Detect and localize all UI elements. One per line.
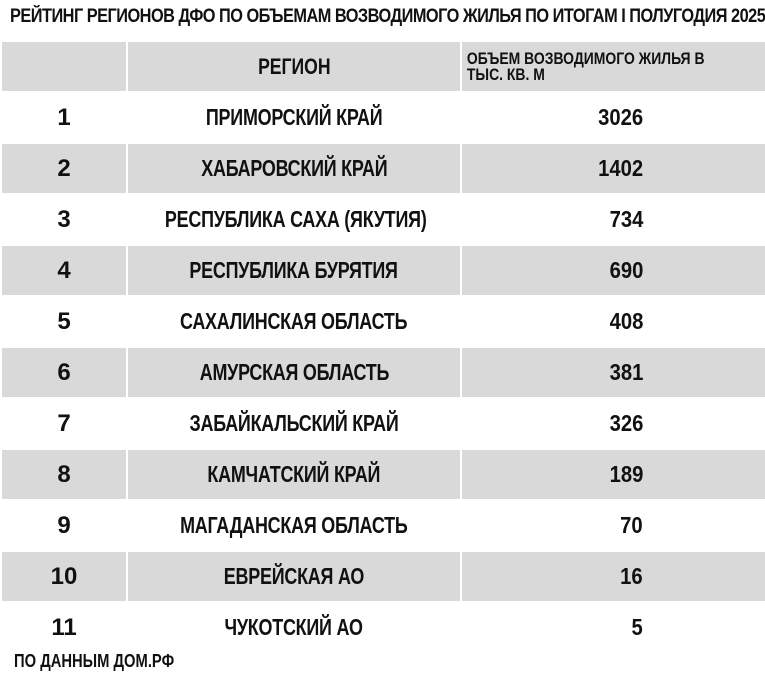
table-row [2,195,765,244]
region-label: РЕСПУБЛИКА БУРЯТИЯ [189,257,399,283]
volume-cell [462,297,765,346]
region-cell [128,603,460,652]
rating-table [0,40,765,654]
region-cell [128,450,460,499]
rank-cell: 7 [57,409,71,437]
region-cell [128,297,460,346]
region-cell [128,246,460,295]
volume-value: 326 [609,410,643,436]
table-row [2,144,765,193]
volume-value: 381 [609,359,643,385]
rank-cell: 9 [57,511,71,539]
header-rank [2,42,126,91]
region-label: ЗАБАЙКАЛЬСКИЙ КРАЙ [189,410,399,436]
table-row [2,501,765,550]
volume-cell [462,501,765,550]
table-row [2,552,765,601]
rank-cell: 11 [51,613,77,641]
region-cell [128,348,460,397]
volume-value: 189 [609,461,643,487]
volume-value: 690 [609,257,643,283]
table-row [2,399,765,448]
rank-cell: 10 [2,552,126,601]
region-cell [128,144,460,193]
region-cell [128,195,460,244]
table-row [2,348,765,397]
header-region [128,42,460,91]
table-header-row [2,42,765,91]
region-label: ЧУКОТСКИЙ АО [224,614,364,640]
volume-value: 734 [609,206,643,232]
region-label: АМУРСКАЯ ОБЛАСТЬ [199,359,389,385]
volume-cell [462,399,765,448]
rank-cell: 3 [57,205,71,233]
region-label: РЕСПУБЛИКА САХА (ЯКУТИЯ) [164,206,427,232]
chart-title: РЕЙТИНГ РЕГИОНОВ ДФО ПО ОБЪЕМАМ ВОЗВОДИМОГО ЖИЛЬЯ ПО ИТОГАМ I ПОЛУГОДИЯ 2025 [10,6,765,27]
table-row [2,93,765,142]
header-region-label: РЕГИОН [257,53,331,79]
volume-cell [462,144,765,193]
table-row [2,297,765,346]
volume-cell [462,93,765,142]
volume-value: 5 [631,614,643,640]
volume-cell [462,348,765,397]
region-label: КАМЧАТСКИЙ КРАЙ [207,461,381,487]
rank-cell: 4 [2,246,126,295]
rank-cell: 8 [2,450,126,499]
region-label: ЕВРЕЙСКАЯ АО [223,563,365,589]
region-label: САХАЛИНСКАЯ ОБЛАСТЬ [180,308,408,334]
source-note: ПО ДАННЫМ ДОМ.РФ [14,651,175,671]
table-row [2,450,765,499]
region-cell [128,552,460,601]
volume-cell [462,552,765,601]
volume-value: 3026 [597,104,643,130]
region-label: ПРИМОРСКИЙ КРАЙ [205,104,383,130]
volume-value: 408 [609,308,643,334]
volume-cell [462,246,765,295]
header-volume [462,42,765,91]
volume-cell [462,195,765,244]
rank-cell: 2 [2,144,126,193]
table-row [2,246,765,295]
region-cell [128,399,460,448]
region-label: ХАБАРОВСКИЙ КРАЙ [200,155,388,181]
volume-value: 16 [620,563,643,589]
rank-cell: 6 [2,348,126,397]
volume-value: 1402 [597,155,643,181]
volume-cell [462,603,765,652]
region-cell [128,501,460,550]
table-row [2,603,765,652]
region-label: МАГАДАНСКАЯ ОБЛАСТЬ [180,512,408,538]
volume-cell [462,450,765,499]
header-volume-label: ОБЪЕМ ВОЗВОДИМОГО ЖИЛЬЯ В ТЫС. КВ. М [466,48,705,84]
volume-value: 70 [620,512,643,538]
rank-cell: 1 [57,103,71,131]
region-cell [128,93,460,142]
rank-cell: 5 [57,307,71,335]
